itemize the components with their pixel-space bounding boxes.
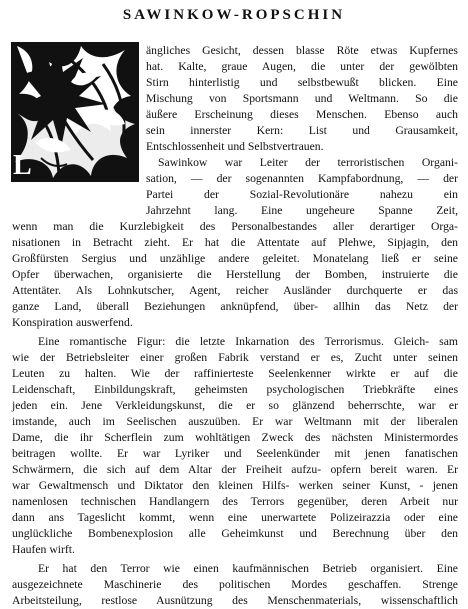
text-line: Entschlossenheit und Selbstvertrauen. <box>146 140 324 153</box>
text-line: Konspiration auswerfend. <box>12 316 133 329</box>
text-line: jeden ein. Jene Verkleidungskunst, die er so glänzend beherrschte, war er <box>12 399 458 412</box>
text-line: Partei der Sozial-Revolutionäre nahezu ein <box>146 188 458 201</box>
text-line: Opfer überwachen, organisierte die Herstellung der Bomben, instruierte die <box>12 268 458 281</box>
text-line: Eine romantische Figur: die letzte Inkarnation des Terrorismus. Gleich- sam <box>38 335 458 348</box>
text-line: Haufen wirft. <box>12 543 75 556</box>
text-line: imstande, auch im Seelischen auszuüben. Er war Weltmann mit der liberalen <box>12 415 458 428</box>
text-line: Arbeitsteilung, restlose Ausnützung des Menschenmaterials, wissenschaftlich <box>12 594 458 607</box>
initial-letter-glyph: L <box>13 150 32 181</box>
page-title: SAWINKOW-ROPSCHIN <box>122 7 346 23</box>
ornamental-initial-letter <box>11 42 139 182</box>
text-line: wenn man die Kurzlebigkeit des Personalbestandes aller derartiger Orga- <box>12 220 458 233</box>
text-line: unglückliche Bombenexplosion alle Geheimkunst und Berechnung über den <box>12 527 458 540</box>
text-line: beitragen wollte. Er war Lyriker und Seelenkünder mit jenen fanatischen <box>12 447 458 460</box>
text-line: Er hat den Terror wie einen kaufmännischen Betrieb organisiert. Eine <box>38 562 458 575</box>
text-line: hat. Kalte, graue Augen, die unter der gewölbten <box>146 60 458 73</box>
text-line: ganze Land, überall Beziehungen anknüpfend, über- allhin das Netz der <box>12 300 458 313</box>
text-line: Großfürsten Sergius und unzählige andere geleitet. Monatelang ließ er seine <box>12 252 458 265</box>
text-line: äußere Erscheinung dieses Menschen. Ebenso auch <box>146 108 458 121</box>
text-line: Dame, die ihr Scherflein zum wohltätigen Zweck des nächsten Ministermordes <box>12 431 458 444</box>
text-line: ängliches Gesicht, dessen blasse Röte etwas Kupfernes <box>146 44 458 57</box>
text-line: Leidenschaft, Einbildungskraft, geheimsten psychologischen Triebkräfte eines <box>12 383 458 396</box>
text-line: ausgezeichnete Maschinerie des politischen Mordes geschaffen. Strenge <box>12 578 458 591</box>
text-line: wie der Betriebsleiter einer großen Fabrik verstand er es, Zucht unter seinen <box>12 351 458 364</box>
text-line: nisationen in Betracht zieht. Er hat die Attentate auf Plehwe, Sipjagin, den <box>12 236 458 249</box>
text-line: Sawinkow war Leiter der terroristischen Organi- <box>158 156 458 169</box>
text-line: Mischung von Sportsmann und Weltmann. So die <box>146 92 458 105</box>
text-line: Attentäter. Als Lohnkutscher, Agent, reicher Ausländer durchquerte er das <box>12 284 458 297</box>
text-line: Jahrzehnt lang. Eine ungeheure Spanne Zeit, <box>146 204 458 217</box>
text-line: dann ans Tageslicht kommt, wenn eine unerwartete Polizeirazzia oder eine <box>12 511 458 524</box>
text-line: sein innerster Kern: List und Grausamkeit, <box>146 124 458 137</box>
text-line: Stirn hinterlistig und selbstbewußt blicken. Eine <box>146 76 458 89</box>
text-line: Schwärmern, die sich auf dem Altar der Freiheit aufzu- opfern bereit waren. Er <box>12 463 458 476</box>
text-line: Leuten zu halten. Wie der raffinierteste Seelenkenner wirkte er auf die <box>12 367 458 380</box>
text-line: namenlosen technischen Handlangern des Terrors gegenüber, deren Arbeit nur <box>12 495 458 508</box>
text-line: war Gewaltmensch und Diktator den kleinen Hilfs- werken seiner Kunst, - jenen <box>12 479 458 492</box>
text-line: sation, — der sogenannten Kampfabordnung, — der <box>146 172 458 185</box>
